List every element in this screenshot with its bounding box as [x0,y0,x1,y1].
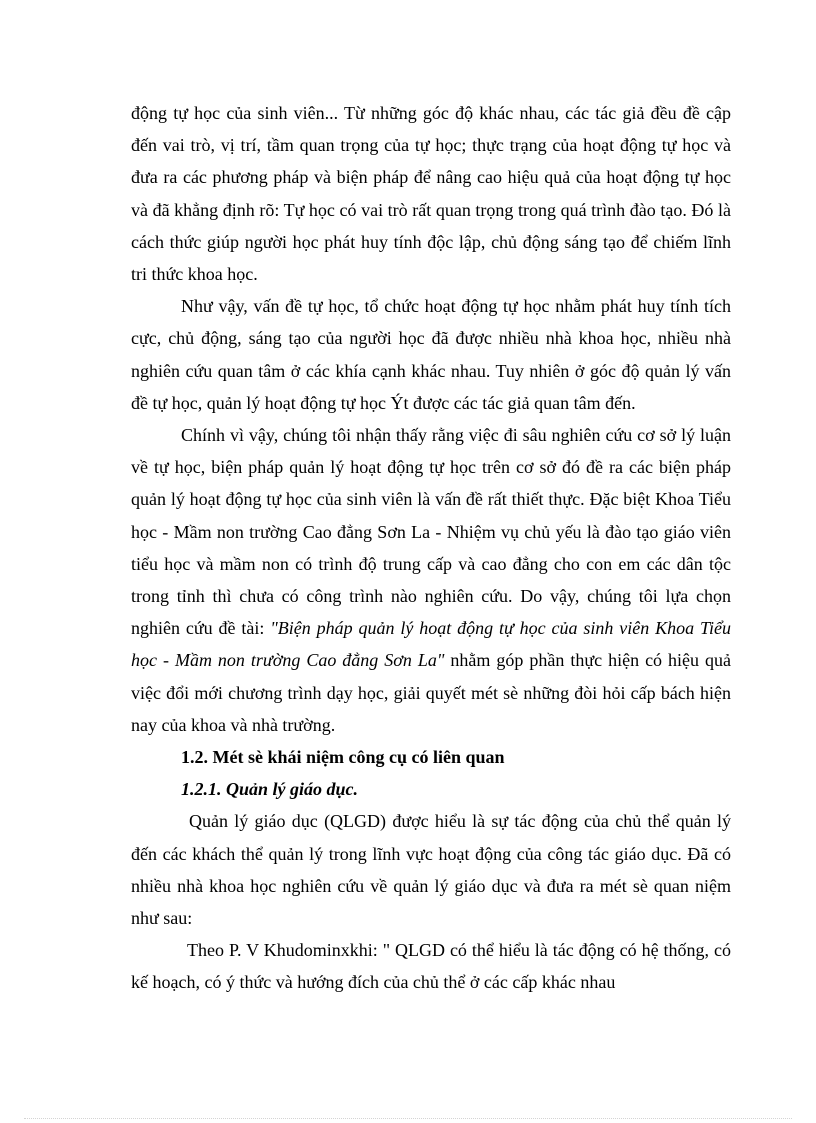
research-topic-title: "Biện pháp quản lý hoạt động tự học của sinh viên Khoa Tiểu học - Mầm non trường Cao đẳng Sơn La" [131,618,731,671]
body-paragraph-3 [131,419,731,741]
body-paragraph-5: Theo P. V Khudominxkhi: " QLGD có thể hiểu là tác động có hệ thống, có kế hoạch, có ý thức và hướng đích của chủ thể ở các cấp khác nhau [131,940,731,993]
page-bottom-divider [24,1118,792,1119]
body-paragraph-4: Quản lý giáo dục (QLGD) được hiểu là sự tác động của chủ thể quản lý đến các khách thể quản lý trong lĩnh vực hoạt động của công tác giáo dục. Đã có nhiều nhà khoa học nghiên cứu về quản lý giáo dục và đưa ra mét sè quan niệm như sau: [131,811,731,929]
body-paragraph-2: Như vậy, vấn đề tự học, tổ chức hoạt động tự học nhằm phát huy tính tích cực, chủ động, sáng tạo của người học đã được nhiều nhà khoa học, nhiều nhà nghiên cứu quan tâm ở các khía cạnh khác nhau. Tuy nhiên ở góc độ quản lý vấn đề tự học, quản lý hoạt động tự học Ýt được các tác giả quan tâm đến. [131,296,731,413]
document-page [131,97,731,999]
paragraph-3-text-before: Chính vì vậy, chúng tôi nhận thấy rằng việc đi sâu nghiên cứu cơ sở lý luận về tự học, biện pháp quản lý hoạt động tự học trên cơ sở đó đề ra các biện pháp quản lý hoạt động tự học của sinh viên là vấn đề rất thiết thực. Đặc biệt Khoa Tiểu học - Mầm non trường Cao đẳng Sơn La - Nhiệm vụ chủ yếu là đào tạo giáo viên tiểu học và mầm non có trình độ trung cấp và cao đẳng cho con em các dân tộc trong tỉnh thì chưa có công trình nào nghiên cứu. Do vậy, chúng tôi lựa chọn nghiên cứu đề tài: [131,425,731,639]
subsection-heading: 1.2.1. Quản lý giáo dục. [181,779,359,800]
section-heading: 1.2. Mét sè khái niệm công cụ có liên quan [181,747,505,768]
paragraph-3-text-after: nhằm góp phần thực hiện có hiệu quả việc đổi mới chương trình dạy học, giải quyết mét sè những đòi hỏi cấp bách hiện nay của khoa và nhà trường. [131,650,731,735]
body-paragraph-1: động tự học của sinh viên... Từ những góc độ khác nhau, các tác giả đều đề cập đến vai trò, vị trí, tầm quan trọng của tự học; thực trạng của hoạt động tự học và đưa ra các phương pháp và biện pháp để nâng cao hiệu quả của hoạt động tự học và đã khẳng định rõ: Tự học có vai trò rất quan trọng trong quá trình đào tạo. Đó là cách thức giúp người học phát huy tính độc lập, chủ động sáng tạo để chiếm lĩnh tri thức khoa học. [131,103,731,285]
